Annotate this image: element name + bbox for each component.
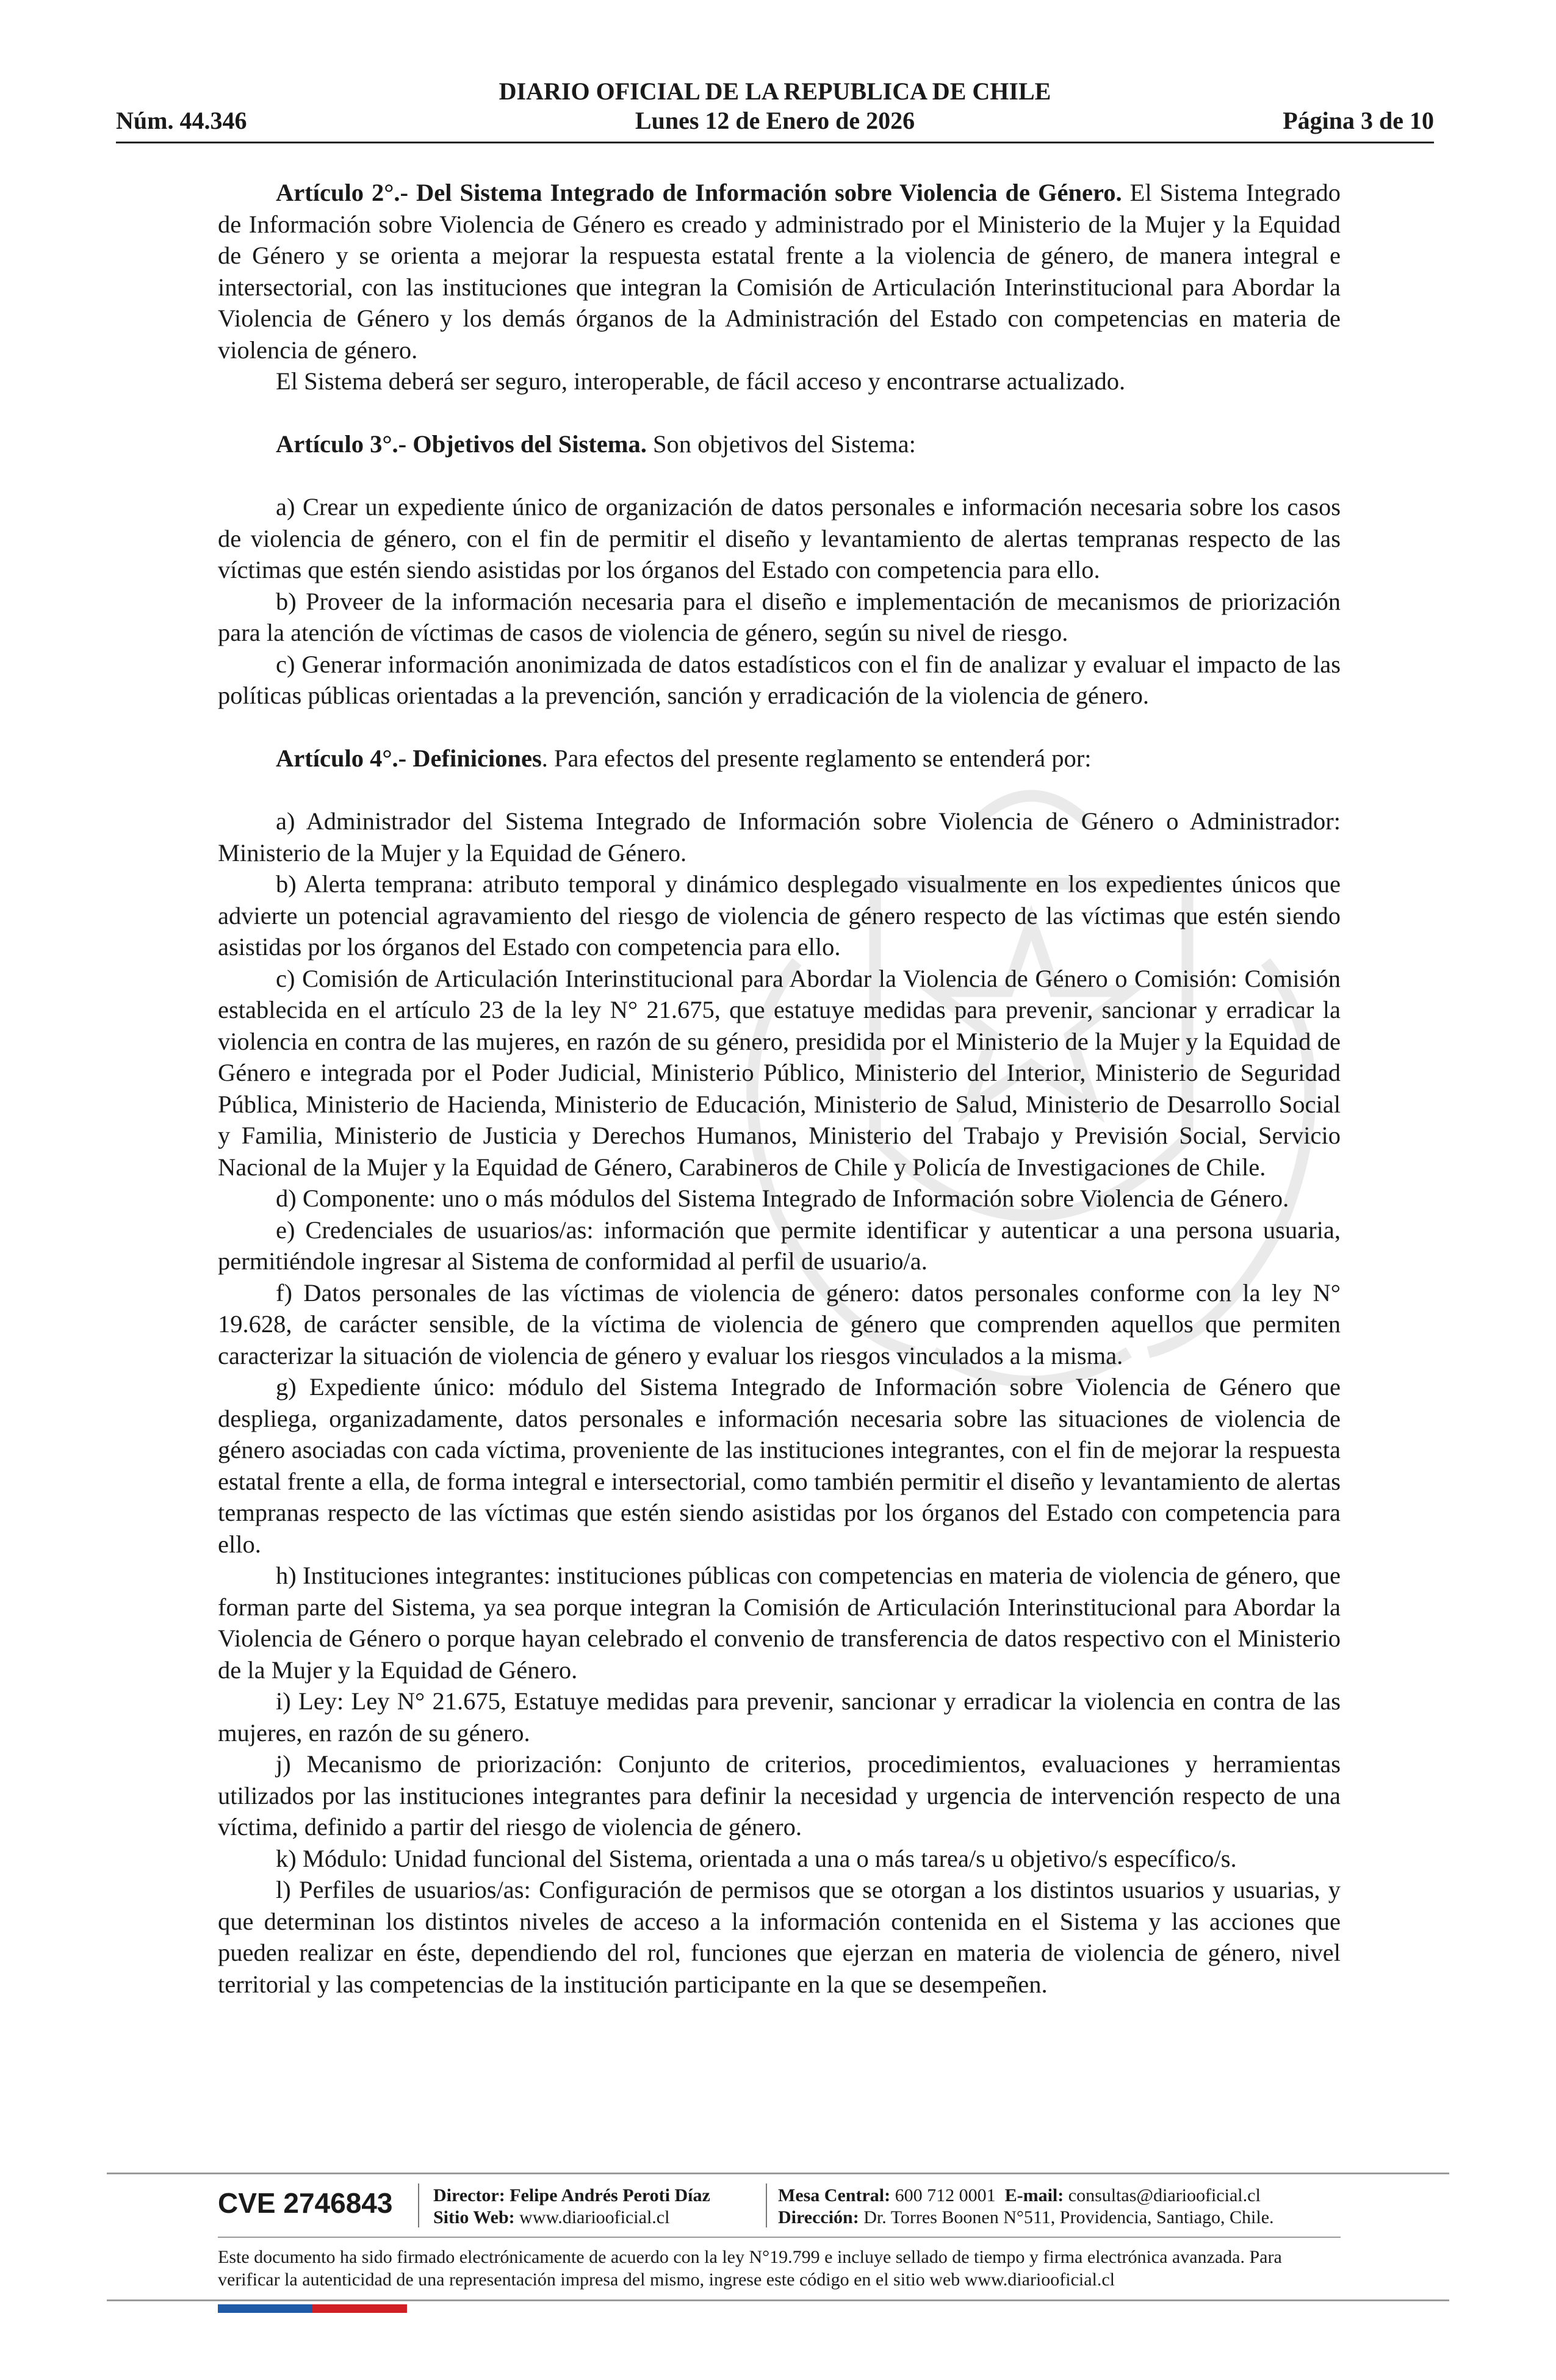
signature-note: Este documento ha sido firmado electrónicamente de acuerdo con la ley N°19.799 e incluye sellado de tiempo y firma electrónica avanzada. Para verificar la autenticidad de una representación impresa del mismo, ingrese este código en el sitio web www.diariooficial.cl xyxy=(218,2247,1282,2290)
footer-divider-middle xyxy=(218,2237,1341,2238)
article-3-paragraph xyxy=(218,428,1341,460)
address-label: Dirección: xyxy=(778,2207,859,2227)
article-3-item-a: a) Crear un expediente único de organización de datos personales e información necesaria sobre los casos de violencia de género, con el fin de permitir el diseño y levantamiento de alertas tempranas respecto de las víctimas que estén siendo asistidas por los órganos del Estado con competencia para ello. xyxy=(218,493,1341,583)
article-4-item-c: c) Comisión de Articulación Interinstitucional para Abordar la Violencia de Género o Comisión: Comisión establecida en el artículo 23 de la ley N° 21.675, que estatuye medidas para prevenir, sancionar y erradicar la violencia en contra de las mujeres, en razón de su género, presidida por el Ministerio de la Mujer y la Equidad de Género e integrada por el Poder Judicial, Ministerio Público, Ministerio del Interior, Ministerio de Seguridad Pública, Ministerio de Hacienda, Ministerio de Educación, Ministerio de Salud, Ministerio de Desarrollo Social y Familia, Ministerio de Justicia y Derechos Humanos, Ministerio del Trabajo y Previsión Social, Servicio Nacional de la Mujer y la Equidad de Género, Carabineros de Chile y Policía de Investigaciones de Chile. xyxy=(218,964,1341,1181)
article-2-paragraph-2: El Sistema deberá ser seguro, interoperable, de fácil acceso y encontrarse actualizado. xyxy=(276,367,1126,395)
flag-stripe-blue xyxy=(218,2304,312,2313)
article-4-item-d: d) Componente: uno o más módulos del Sistema Integrado de Información sobre Violencia de Género. xyxy=(276,1185,1289,1212)
cve-code: CVE 2746843 xyxy=(218,2187,393,2219)
article-4-item-l: l) Perfiles de usuarios/as: Configuración de permisos que se otorgan a los distintos usuarios y usuarias, y que determinan los distintos niveles de acceso a la información contenida en el Sistema y las acciones que pueden realizar en éste, dependiendo del rol, funciones que ejerzan en materia de violencia de género, nivel territorial y las competencias de la institución participante en la que se desempeñen. xyxy=(218,1876,1341,1998)
contact-block xyxy=(778,2185,1274,2229)
article-2-text: El Sistema Integrado de Información sobre Violencia de Género es creado y administrado por el Ministerio de la Mujer y la Equidad de Género y se orienta a mejorar la respuesta estatal frente a la violencia de género, de manera integral e intersectorial, con las instituciones que integran la Comisión de Articulación Interinstitucional para Abordar la Violencia de Género y los demás órganos de la Administración del Estado con competencias en materia de violencia de género. xyxy=(218,179,1341,364)
article-4-item-i: i) Ley: Ley N° 21.675, Estatuye medidas para prevenir, sancionar y erradicar la violencia en contra de las mujeres, en razón de su género. xyxy=(218,1687,1341,1747)
address-value: Dr. Torres Boonen N°511, Providencia, Santiago, Chile. xyxy=(859,2207,1274,2227)
article-2-heading: Artículo 2°.- Del Sistema Integrado de Información sobre Violencia de Género. xyxy=(276,179,1122,206)
website-line xyxy=(433,2207,710,2229)
issue-date: Lunes 12 de Enero de 2026 xyxy=(635,107,915,134)
director-name: Felipe Andrés Peroti Díaz xyxy=(505,2185,710,2205)
article-4-paragraph xyxy=(218,743,1341,774)
issue-number: Núm. 44.346 xyxy=(116,107,247,134)
footer-separator xyxy=(418,2183,419,2227)
article-4-item-j: j) Mecanismo de priorización: Conjunto de criterios, procedimientos, evaluaciones y herramientas utilizados por las instituciones integrantes para definir la necesidad y urgencia de intervención respecto de una víctima, definido a partir del riesgo de violencia de género. xyxy=(218,1750,1341,1841)
document-body xyxy=(218,177,1341,2000)
article-4-text: . Para efectos del presente reglamento se entenderá por: xyxy=(541,745,1092,772)
contact-line xyxy=(778,2185,1274,2207)
article-4-item-k: k) Módulo: Unidad funcional del Sistema, orientada a una o más tarea/s u objetivo/s específico/s. xyxy=(276,1844,1237,1872)
mesa-phone: 600 712 0001 xyxy=(890,2185,996,2205)
header-divider xyxy=(116,142,1434,143)
footer-separator xyxy=(766,2183,767,2227)
director-label: Director: xyxy=(433,2185,505,2205)
article-3-text: Son objetivos del Sistema: xyxy=(646,430,916,458)
article-3-item-b: b) Proveer de la información necesaria para el diseño e implementación de mecanismos de priorización para la atención de víctimas de casos de violencia de género, según su nivel de riesgo. xyxy=(218,587,1341,646)
article-4-item-b: b) Alerta temprana: atributo temporal y dinámico desplegado visualmente en los expedientes únicos que advierte un potencial agravamiento del riesgo de violencia de género respecto de las víctimas que estén siendo asistidas por los órganos del Estado con competencia para ello. xyxy=(218,870,1341,961)
mesa-label: Mesa Central: xyxy=(778,2185,891,2205)
article-4-item-a: a) Administrador del Sistema Integrado de Información sobre Violencia de Género o Administrador: Ministerio de la Mujer y la Equidad de Género. xyxy=(218,807,1341,867)
director-block xyxy=(433,2185,710,2229)
email-label: E-mail: xyxy=(1004,2185,1064,2205)
article-3-item-c: c) Generar información anonimizada de datos estadísticos con el fin de analizar y evaluar el impacto de las políticas públicas orientadas a la prevención, sanción y erradicación de la violencia de género. xyxy=(218,650,1341,709)
website-link[interactable]: www.diariooficial.cl xyxy=(514,2207,670,2227)
article-4-item-h: h) Instituciones integrantes: instituciones públicas con competencias en materia de violencia de género, que forman parte del Sistema, ya sea porque integran la Comisión de Articulación Interinstitucional para Abordar la Violencia de Género o porque hayan celebrado el convenio de transferencia de datos respectivo con el Ministerio de la Mujer y la Equidad de Género. xyxy=(218,1562,1341,1684)
article-4-heading: Artículo 4°.- Definiciones xyxy=(276,745,542,772)
director-line xyxy=(433,2185,710,2207)
article-2-paragraph xyxy=(218,177,1341,366)
article-4-item-f: f) Datos personales de las víctimas de violencia de género: datos personales conforme con la ley N° 19.628, de carácter sensible, de la víctima de violencia de género que comprenden aquellos que permiten caracterizar la situación de violencia de género y evaluar los riesgos vinculados a la misma. xyxy=(218,1278,1341,1369)
footer-divider-bottom xyxy=(107,2299,1449,2301)
flag-stripe-red xyxy=(312,2304,407,2313)
website-label: Sitio Web: xyxy=(433,2207,515,2227)
page-header xyxy=(116,73,1434,146)
article-4-item-e: e) Credenciales de usuarios/as: información que permite identificar y autenticar a una persona usuaria, permitiéndole ingresar al Sistema de conformidad al perfil de usuario/a. xyxy=(218,1216,1341,1275)
footer-divider-top xyxy=(107,2173,1449,2174)
newspaper-title: DIARIO OFICIAL DE LA REPUBLICA DE CHILE xyxy=(499,78,1051,105)
article-4-item-g: g) Expediente único: módulo del Sistema Integrado de Información sobre Violencia de Género que despliega, organizadamente, datos personales e información necesaria sobre las situaciones de violencia de género asociadas con cada víctima, proveniente de las instituciones integrantes, con el fin de mejorar la respuesta estatal frente a ella, de forma integral e intersectorial, como también permitir el diseño y levantamiento de alertas tempranas respecto de las víctimas que estén siendo asistidas por los órganos del Estado con competencia para ello. xyxy=(218,1373,1341,1558)
page-indicator: Página 3 de 10 xyxy=(1283,107,1434,134)
email-link[interactable]: consultas@diariooficial.cl xyxy=(1064,2185,1261,2205)
article-3-heading: Artículo 3°.- Objetivos del Sistema. xyxy=(276,430,647,458)
address-line xyxy=(778,2207,1274,2229)
